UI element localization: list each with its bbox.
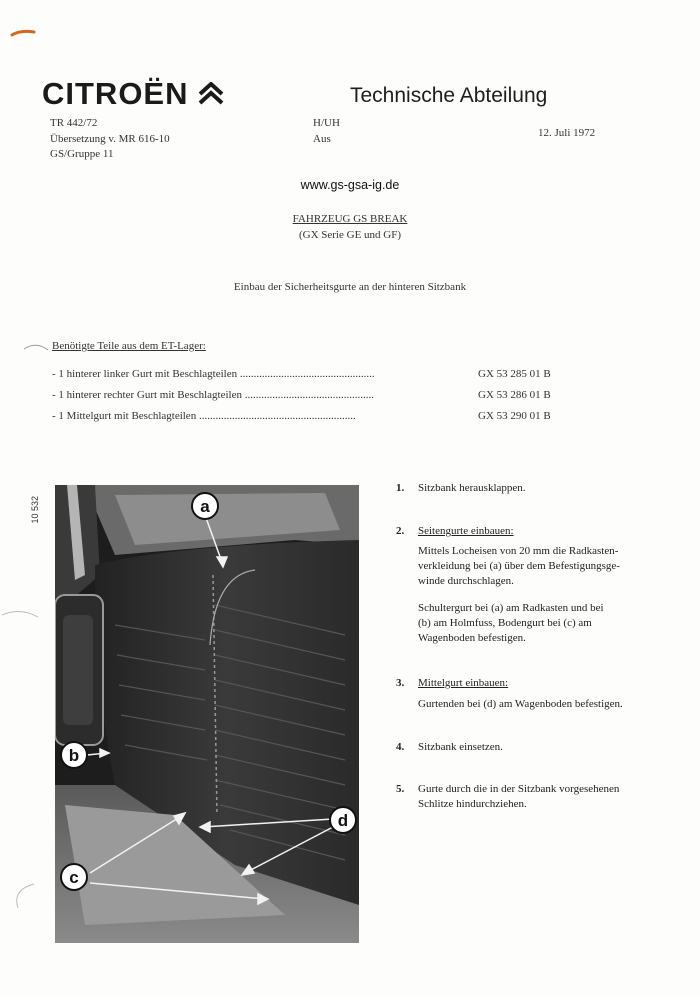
label-d-text: d (337, 811, 349, 830)
pencil-mark (22, 341, 50, 353)
step-text (418, 797, 668, 812)
step-text (418, 544, 668, 589)
ref-line: Übersetzung v. MR 616-10 (50, 132, 170, 145)
author-block (313, 116, 340, 147)
label-a-text: a (200, 497, 210, 516)
part-item (52, 389, 552, 401)
step-title: Gurte durch die in der Sitzbank vorgesehenen (418, 783, 620, 795)
step-number: 5. (396, 783, 405, 795)
reference-block (50, 116, 170, 163)
step-number: 3. (396, 677, 405, 689)
ink-mark (10, 28, 36, 38)
document-date: 12. Juli 1972 (538, 127, 596, 139)
step-title: Sitzbank einsetzen. (418, 741, 503, 753)
website-link[interactable]: www.gs-gsa-ig.de (300, 178, 400, 192)
parts-heading: Benötigte Teile aus dem ET-Lager: (52, 340, 206, 352)
part-item (52, 368, 552, 380)
part-number: GX 53 286 01 B (478, 389, 551, 401)
step-number: 1. (396, 482, 405, 494)
label-b-text: b (68, 746, 80, 765)
vehicle-title-text: FAHRZEUG GS BREAK (292, 213, 408, 225)
step-line: Schultergurt bei (a) am Radkasten und bei (418, 602, 604, 614)
author-line: H/UH (313, 117, 340, 129)
part-label: - 1 Mittelgurt mit Beschlagteilen ......................................................... (52, 410, 356, 422)
part-number: GX 53 290 01 B (478, 410, 551, 422)
label-d (330, 807, 356, 833)
step-line: Gurtenden bei (d) am Wagenboden befestigen. (418, 698, 623, 710)
step-line: winde durchschlagen. (418, 575, 514, 587)
step-text (418, 601, 668, 646)
photo-drawing (55, 485, 359, 943)
step-line: verkleidung bei (a) über dem Befestigungsge- (418, 560, 620, 572)
part-label: - 1 hinterer rechter Gurt mit Beschlagteilen ............................................... (52, 389, 374, 401)
step-title: Seitengurte einbauen: (418, 525, 514, 537)
step-title: Sitzbank herausklappen. (418, 482, 526, 494)
step-number: 2. (396, 525, 405, 537)
margin-mark (0, 605, 40, 625)
margin-mark (8, 880, 38, 910)
part-number: GX 53 285 01 B (478, 368, 551, 380)
step-title: Mittelgurt einbauen: (418, 677, 509, 689)
vehicle-title (0, 213, 700, 225)
label-c (61, 864, 87, 890)
document-subject: Einbau der Sicherheitsgurte an der hinteren Sitzbank (233, 281, 467, 293)
seatbelt-installation-photo (55, 485, 359, 943)
ref-line: TR 442/72 (50, 117, 98, 129)
label-a (192, 493, 218, 519)
step-line: Schlitze hindurchziehen. (418, 798, 527, 810)
vehicle-subtitle: (GX Serie GE und GF) (298, 229, 402, 241)
citroen-chevron-icon (198, 82, 224, 106)
label-b (61, 742, 87, 768)
photo-code: 10 532 (30, 496, 40, 524)
department-title: Technische Abteilung (350, 84, 548, 107)
step-number: 4. (396, 741, 405, 753)
step-line: Wagenboden befestigen. (418, 632, 526, 644)
step-line: Mittels Locheisen von 20 mm die Radkasten- (418, 545, 619, 557)
step-line: (b) am Holmfuss, Bodengurt bei (c) am (418, 617, 592, 629)
author-line: Aus (313, 132, 331, 145)
part-item (52, 410, 552, 422)
part-label: - 1 hinterer linker Gurt mit Beschlagteilen ................................................. (52, 368, 375, 380)
label-c-text: c (69, 868, 79, 887)
citroen-logo: CITROËN (42, 76, 189, 111)
step-text (418, 697, 678, 712)
ref-line: GS/Gruppe 11 (50, 148, 114, 160)
